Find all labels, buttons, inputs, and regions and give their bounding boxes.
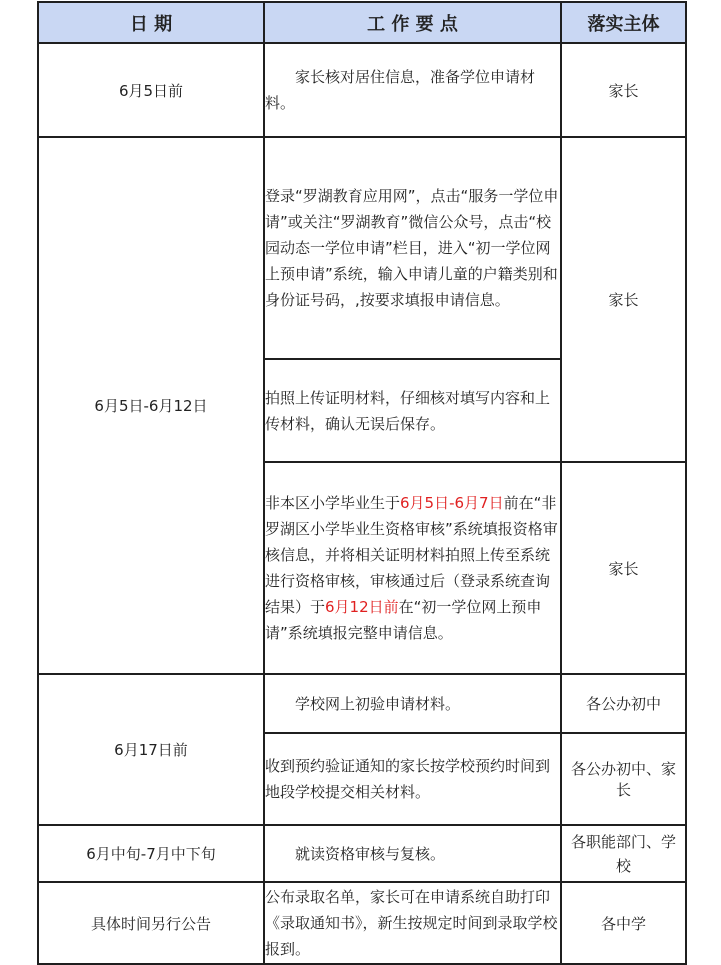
enrollment-schedule-table <box>37 1 687 965</box>
table-row <box>38 825 686 882</box>
task-cell <box>264 462 561 674</box>
owner-cell <box>561 825 686 882</box>
task-text-part: 非本区小学毕业生于 <box>265 494 401 512</box>
owner-cell: 各公办初中 <box>561 674 686 733</box>
date-cell: 6月17日前 <box>38 674 264 825</box>
task-text: 家长核对居住信息，准备学位申请材料。 <box>265 68 536 112</box>
task-cell <box>264 882 561 964</box>
task-text: 收到预约验证通知的家长按学校预约时间到地段学校提交相关材料。 <box>265 757 551 801</box>
task-text: 拍照上传证明材料，仔细核对填写内容和上传材料，确认无误后保存。 <box>265 388 551 433</box>
task-text: 学校网上初验申请材料。 <box>295 694 461 713</box>
owner-cell: 家长 <box>561 462 686 674</box>
task-text-part: 前在“非罗湖区小学毕业生资格审核”系统填报资格审核信息，并将相关证明材料拍照上传至系统进行资格审核，审核通过后（登录系统查询结果）于 <box>265 494 558 616</box>
task-cell <box>264 733 561 825</box>
owner-cell <box>561 733 686 825</box>
highlight-date: 6月12日前 <box>325 598 399 616</box>
header-task: 工 作 要 点 <box>264 2 561 43</box>
highlight-date: 6月5日-6月7日 <box>400 494 504 512</box>
task-cell <box>264 825 561 882</box>
date-cell: 6月中旬-7月中下旬 <box>38 825 264 882</box>
date-cell: 具体时间另行公告 <box>38 882 264 964</box>
owner-cell: 各中学 <box>561 882 686 964</box>
table-row <box>38 882 686 964</box>
task-cell <box>264 359 561 462</box>
task-cell <box>264 43 561 137</box>
task-text-part: 在“初一学位网上预申请”系统填报完整申请信息。 <box>265 598 542 642</box>
owner-text: 各职能部门、学校 <box>570 832 676 875</box>
header-owner: 落实主体 <box>561 2 686 43</box>
table-row <box>38 137 686 359</box>
task-cell <box>264 137 561 359</box>
task-text: 登录“罗湖教育应用网”，点击“服务一学位申请”或关注“罗湖教育”微信公众号，点击“校园动态一学位申请”栏目，进入“初一学位网上预申请”系统，输入申请儿童的户籍类别和身份证号码，,按要求填报申请信息。 <box>265 187 559 309</box>
owner-text: 各公办初中、家长 <box>570 760 676 799</box>
task-text <box>265 490 560 646</box>
table-row <box>38 674 686 733</box>
date-cell: 6月5日-6月12日 <box>38 137 264 674</box>
date-cell: 6月5日前 <box>38 43 264 137</box>
table-row <box>38 43 686 137</box>
owner-cell: 家长 <box>561 137 686 462</box>
task-cell <box>264 674 561 733</box>
header-date: 日 期 <box>38 2 264 43</box>
task-text: 就读资格审核与复核。 <box>295 844 446 863</box>
owner-cell: 家长 <box>561 43 686 137</box>
task-text: 公布录取名单，家长可在申请系统自助打印《录取通知书》，新生按规定时间到录取学校报到。 <box>265 888 558 958</box>
table-header-row <box>38 2 686 43</box>
